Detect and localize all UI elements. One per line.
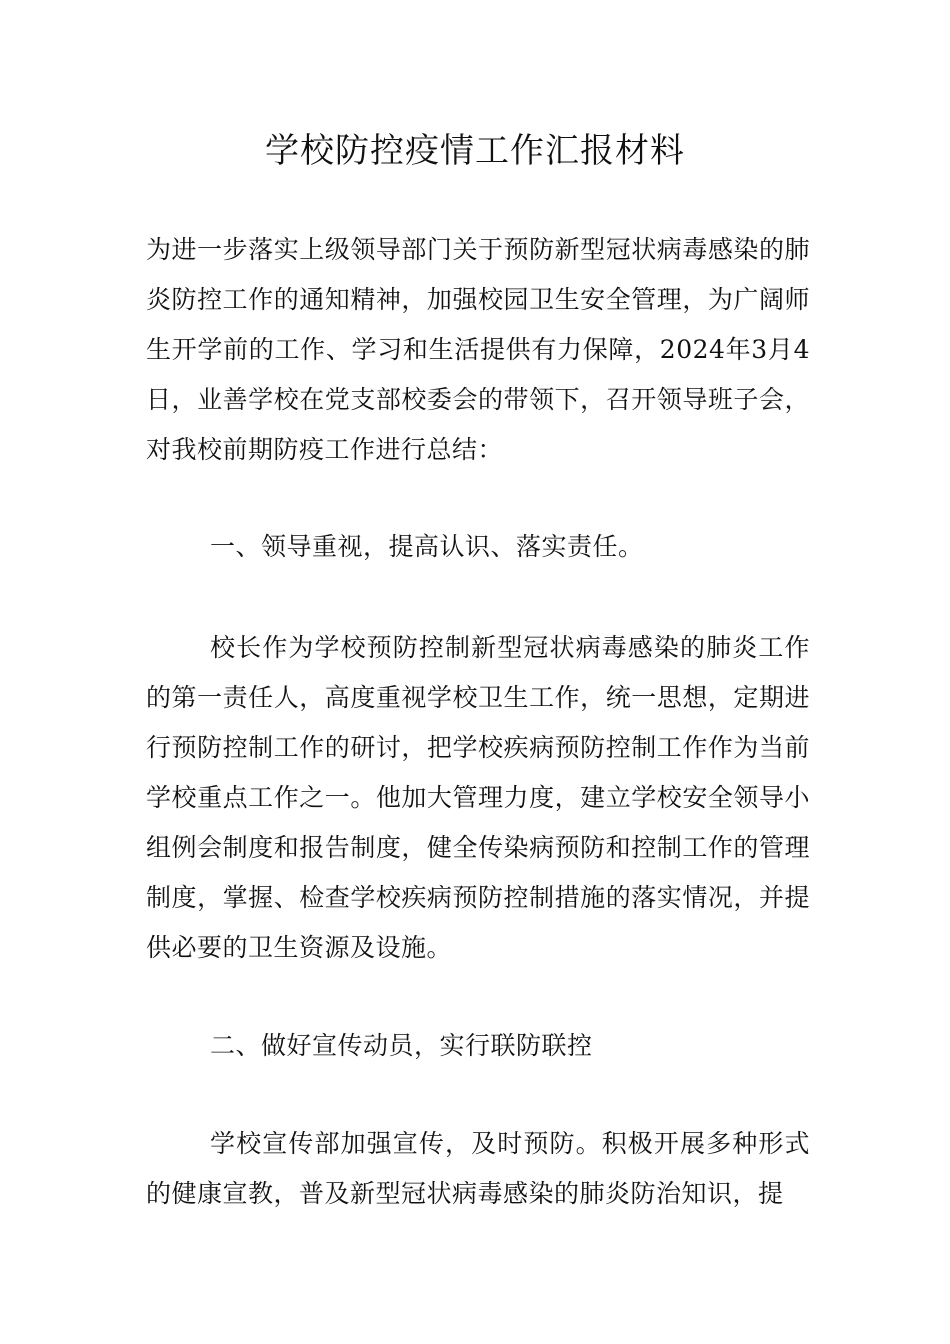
section-1-paragraph: 校长作为学校预防控制新型冠状病毒感染的肺炎工作的第一责任人，高度重视学校卫生工作，统一思想，定期进行预防控制工作的研讨，把学校疾病预防控制工作作为当前学校重点工作之一。他加大管理力度，建立学校安全领导小组例会制度和报告制度，健全传染病预防和控制工作的管理制度，掌握、检查学校疾病预防控制措施的落实情况，并提供必要的卫生资源及设施。	[146, 633, 810, 962]
section-1-heading: 一、领导重视，提高认识、落实责任。	[210, 532, 644, 561]
document-title: 学校防控疫情工作汇报材料	[265, 131, 685, 171]
intro-paragraph: 为进一步落实上级领导部门关于预防新型冠状病毒感染的肺炎防控工作的通知精神，加强校园卫生安全管理，为广阔师生开学前的工作、学习和生活提供有力保障，2024年3月4日，业善学校在党支部校委会的带领下，召开领导班子会，对我校前期防疫工作进行总结：	[146, 235, 810, 464]
section-2-paragraph: 学校宣传部加强宣传，及时预防。积极开展多种形式的健康宣教，普及新型冠状病毒感染的肺炎防治知识，提	[146, 1129, 810, 1208]
section-2-heading: 二、做好宣传动员，实行联防联控	[210, 1031, 593, 1060]
